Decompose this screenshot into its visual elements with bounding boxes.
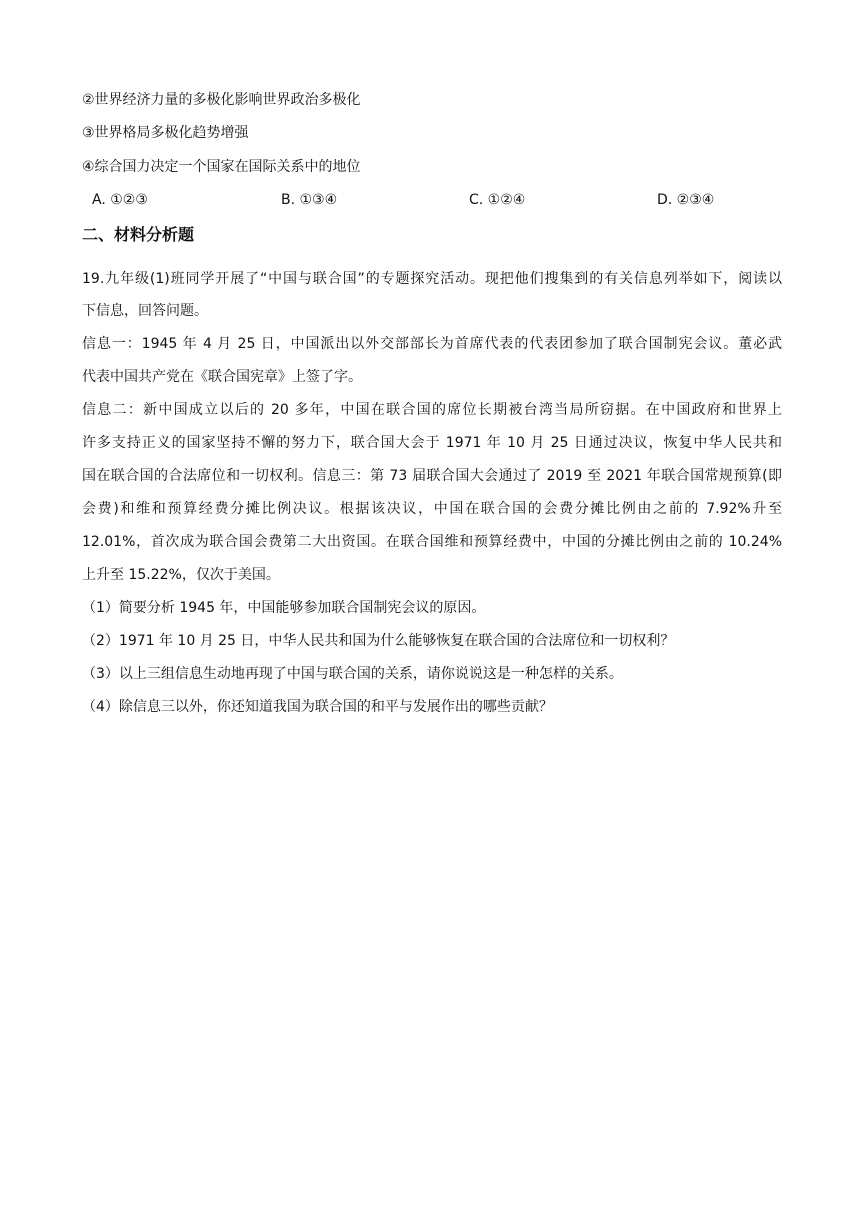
option-a[interactable]: A. ①②③ bbox=[92, 192, 148, 208]
statement-4: ④综合国力决定一个国家在国际关系中的地位 bbox=[82, 159, 361, 175]
info-line: 代表中国共产党在《联合国宪章》上签了字。 bbox=[82, 369, 362, 385]
option-c[interactable]: C. ①②④ bbox=[469, 192, 526, 208]
info-line: 会费)和维和预算经费分摊比例决议。根据该决议，中国在联合国的会费分摊比例由之前的 7.92%升至 bbox=[82, 501, 782, 517]
sub-question-3: （3）以上三组信息生动地再现了中国与联合国的关系，请你说说这是一种怎样的关系。 bbox=[82, 666, 623, 682]
info-line: 上升至 15.22%，仅次于美国。 bbox=[82, 567, 280, 583]
info-line: 信息二：新中国成立以后的 20 多年，中国在联合国的席位长期被台湾当局所窃据。在中国政府和世界上 bbox=[82, 402, 782, 418]
option-b[interactable]: B. ①③④ bbox=[281, 192, 338, 208]
info-line: 12.01%，首次成为联合国会费第二大出资国。在联合国维和预算经费中，中国的分摊比例由之前的 10.24% bbox=[82, 534, 782, 550]
question-line: 19.九年级(1)班同学开展了“中国与联合国”的专题探究活动。现把他们搜集到的有关信息列举如下，阅读以 bbox=[82, 271, 782, 287]
option-d[interactable]: D. ②③④ bbox=[657, 192, 715, 208]
statement-3: ③世界格局多极化趋势增强 bbox=[82, 125, 249, 141]
info-line: 信息一：1945 年 4 月 25 日，中国派出以外交部部长为首席代表的代表团参加了联合国制宪会议。董必武 bbox=[82, 336, 782, 352]
info-line: 许多支持正义的国家坚持不懈的努力下，联合国大会于 1971 年 10 月 25 日通过决议，恢复中华人民共和 bbox=[82, 435, 782, 451]
info-line: 国在联合国的合法席位和一切权利。信息三：第 73 届联合国大会通过了 2019 至 2021 年联合国常规预算(即 bbox=[82, 468, 782, 484]
section-heading: 二、材料分析题 bbox=[82, 225, 195, 244]
answer-options bbox=[0, 190, 860, 210]
question-line: 下信息，回答问题。 bbox=[82, 303, 208, 319]
sub-question-1: （1）简要分析 1945 年，中国能够参加联合国制宪会议的原因。 bbox=[82, 600, 486, 616]
sub-question-4: （4）除信息三以外，你还知道我国为联合国的和平与发展作出的哪些贡献？ bbox=[82, 699, 553, 715]
statement-2: ②世界经济力量的多极化影响世界政治多极化 bbox=[82, 92, 361, 108]
sub-question-2: （2）1971 年 10 月 25 日，中华人民共和国为什么能够恢复在联合国的合法席位和一切权利？ bbox=[82, 633, 675, 649]
